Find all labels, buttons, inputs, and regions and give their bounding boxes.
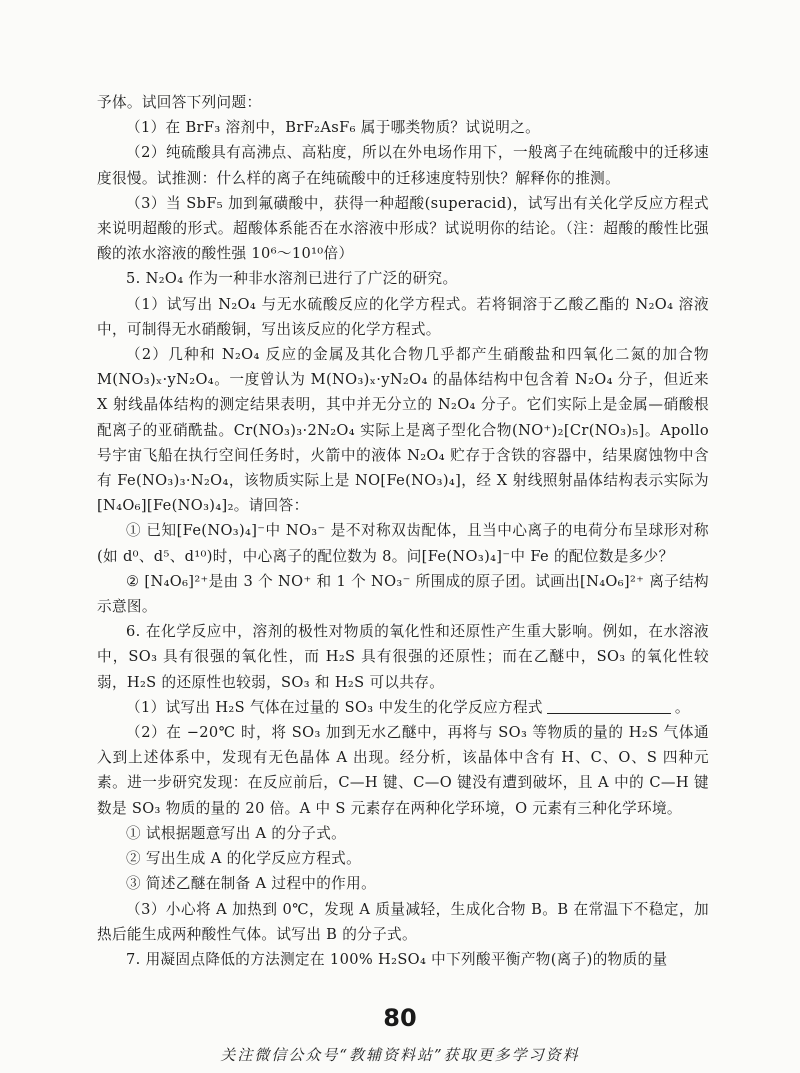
- paragraph-2: （2）纯硫酸具有高沸点、高粘度，所以在外电场作用下，一般离子在纯硫酸中的迁移速度很慢。试推测：什么样的离子在纯硫酸中的迁移速度特别快？解释你的推测。: [97, 144, 709, 187]
- question-5-heading: 5. N₂O₄ 作为一种非水溶剂已进行了广泛的研究。: [126, 270, 458, 288]
- paragraph-1: （1）在 BrF₃ 溶剂中，BrF₂AsF₆ 属于哪类物质？试说明之。: [126, 119, 541, 137]
- paragraph-8: ② [N₄O₆]²⁺是由 3 个 NO⁺ 和 1 个 NO₃⁻ 所围成的原子团。试画出[N₄O₆]²⁺ 离子结构示意图。: [97, 572, 709, 616]
- answer-blank: [547, 699, 671, 714]
- paragraph-15: （3）小心将 A 加热到 0℃，发现 A 质量减轻，生成化合物 B。B 在常温下不稳定，加热后能生成两种酸性气体。试写出 B 的分子式。: [97, 900, 709, 943]
- question-6-heading: 6. 在化学反应中，溶剂的极性对物质的氧化性和还原性产生重大影响。例如，在水溶液中，SO₃ 具有很强的氧化性，而 H₂S 具有很强的还原性；而在乙醚中，SO₃ 的氧化性较弱，H₂S 的还原性也较弱，SO₃ 和 H₂S 可以共存。: [97, 623, 709, 691]
- page-body: [97, 90, 709, 972]
- paragraph-6: （2）几种和 N₂O₄ 反应的金属及其化合物几乎都产生硝酸盐和四氧化二氮的加合物 M(NO₃)ₓ·yN₂O₄。一度曾认为 M(NO₃)ₓ·yN₂O₄ 的晶体结构中包含着 N₂O₄ 分子，但近来 X 射线晶体结构的测定结果表明，其中并无分立的 N₂O₄ 分子。它们实际上是金属—硝酸根配离子的亚硝酰盐。Cr(NO₃)₃·2N₂O₄ 实际上是离子型化合物(NO⁺)₂[Cr(NO₃)₅]。Apollo 号宇宙飞船在执行空间任务时，火箭中的液体 N₂O₄ 贮存于含铁的容器中，结果腐蚀物中含有 Fe(NO₃)₃·N₂O₄，该物质实际上是 NO[Fe(NO₃)₄]，经 X 射线照射晶体结构表示实际为[N₄O₆][Fe(NO₃)₄]₂。请回答：: [97, 346, 709, 515]
- paragraph-10: [97, 695, 709, 720]
- page-number: 80: [383, 1004, 417, 1032]
- paragraph-3: （3）当 SbF₅ 加到氟磺酸中，获得一种超酸(superacid)，试写出有关化学反应方程式来说明超酸的形式。超酸体系能否在水溶液中形成？试说明你的结论。（注：超酸的酸性比强酸的浓水溶液的酸性强 10⁶～10¹⁰倍）: [97, 194, 709, 263]
- question-7-heading: 7. 用凝固点降低的方法测定在 100% H₂SO₄ 中下列酸平衡产物(离子)的物质的量: [126, 950, 668, 968]
- paragraph-11: （2）在 −20℃ 时，将 SO₃ 加到无水乙醚中，再将与 SO₃ 等物质的量的 H₂S 气体通入到上述体系中，发现有无色晶体 A 出现。经分析，该晶体中含有 H、C、O、S 四种元素。进一步研究发现：在反应前后，C—H 键、C—O 键没有遭到破坏，且 A 中的 C—H 键数是 SO₃ 物质的量的 20 倍。A 中 S 元素存在两种化学环境，O 元素有三种化学环境。: [97, 724, 709, 817]
- footer-watermark: 关注微信公众号“教辅资料站”获取更多学习资料: [220, 1046, 580, 1064]
- paragraph-7: ① 已知[Fe(NO₃)₄]⁻中 NO₃⁻ 是不对称双齿配体，且当中心离子的电荷分布呈球形对称(如 d⁰、d⁵、d¹⁰)时，中心离子的配位数为 8。问[Fe(NO₃)₄]⁻中 Fe 的配位数是多少？: [97, 522, 709, 565]
- paragraph-13: ② 写出生成 A 的化学反应方程式。: [126, 850, 362, 868]
- paragraph-10-text: （1）试写出 H₂S 气体在过量的 SO₃ 中发生的化学反应方程式: [126, 698, 543, 716]
- paragraph-12: ① 试根据题意写出 A 的分子式。: [126, 824, 347, 842]
- paragraph-5: （1）试写出 N₂O₄ 与无水硫酸反应的化学方程式。若将铜溶于乙酸乙酯的 N₂O₄ 溶液中，可制得无水硝酸铜，写出该反应的化学方程式。: [97, 295, 709, 338]
- paragraph-10-tail: 。: [674, 698, 690, 716]
- paragraph-14: ③ 简述乙醚在制备 A 过程中的作用。: [126, 875, 377, 893]
- paragraph-0: 予体。试回答下列问题：: [97, 94, 262, 111]
